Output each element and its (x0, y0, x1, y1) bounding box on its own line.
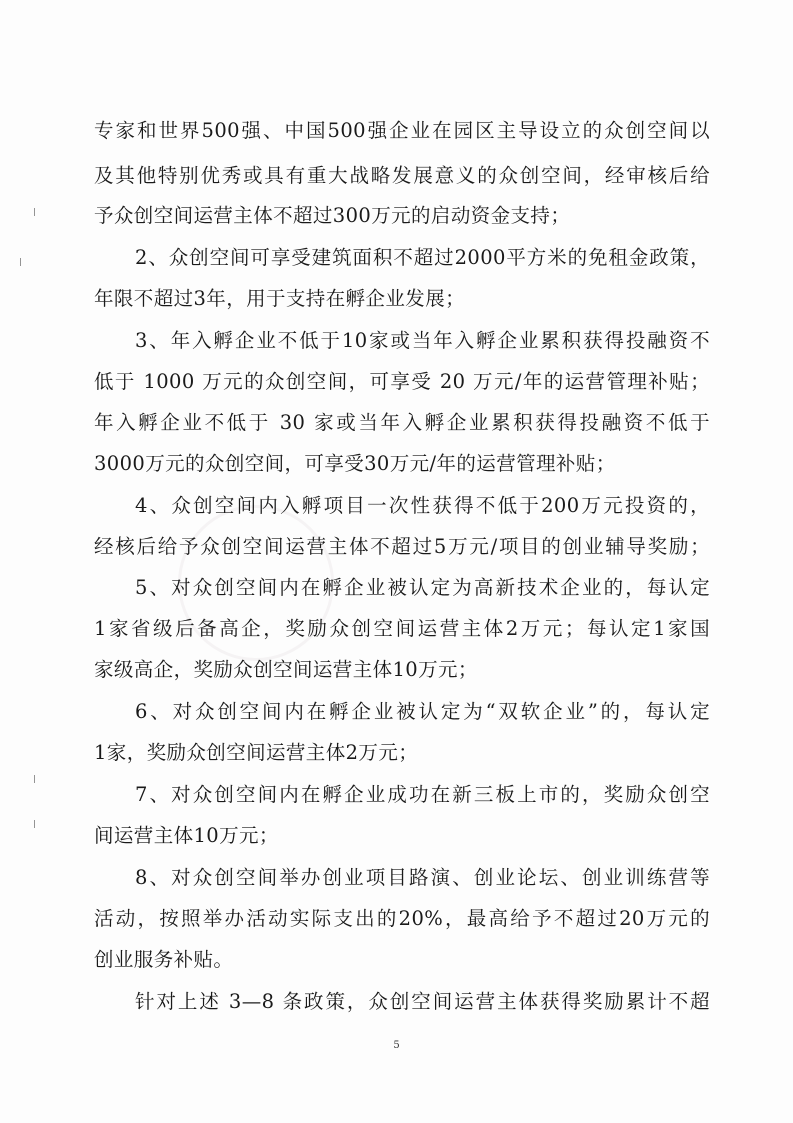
body-text-line: 经核后给予众创空间运营主体不超过5万元/项目的创业辅导奖励； (94, 535, 710, 558)
page-number: 5 (393, 1040, 400, 1051)
body-text-line: 7、对众创空间内在孵企业成功在新三板上市的，奖励众创空 (135, 783, 710, 806)
body-text-line: 及其他特别优秀或具有重大战略发展意义的众创空间，经审核后给 (94, 164, 710, 187)
body-text-line: 4、众创空间内入孵项目一次性获得不低于200万元投资的， (135, 494, 710, 517)
body-text-line: 创业服务补贴。 (94, 948, 234, 971)
margin-mark (34, 775, 38, 783)
body-text-line: 2、众创空间可享受建筑面积不超过2000平方米的免租金政策， (135, 246, 710, 269)
body-text-line: 专家和世界500强、中国500强企业在园区主导设立的众创空间以 (94, 119, 710, 142)
body-text-line: 活动，按照举办活动实际支出的20%，最高给予不超过20万元的 (94, 907, 710, 930)
margin-mark (34, 820, 38, 828)
body-text-line: 间运营主体10万元； (94, 824, 279, 847)
body-text-line: 5、对众创空间内在孵企业被认定为高新技术企业的，每认定 (135, 576, 710, 599)
body-text-line: 针对上述 3—8 条政策，众创空间运营主体获得奖励累计不超 (135, 990, 710, 1013)
body-text-line: 家级高企，奖励众创空间运营主体10万元； (94, 658, 478, 681)
body-text-line: 3000万元的众创空间，可享受30万元/年的运营管理补贴； (94, 452, 616, 475)
margin-mark (20, 258, 24, 266)
body-text-line: 1家省级后备高企，奖励众创空间运营主体2万元；每认定1家国 (94, 617, 710, 640)
body-text-line: 1家，奖励众创空间运营主体2万元； (94, 741, 419, 764)
body-text-line: 低于 1000 万元的众创空间，可享受 20 万元/年的运营管理补贴； (94, 370, 710, 393)
body-text-line: 3、年入孵企业不低于10家或当年入孵企业累积获得投融资不 (135, 329, 710, 352)
body-text-line: 6、对众创空间内在孵企业被认定为“双软企业”的，每认定 (135, 700, 710, 723)
body-text-line: 年入孵企业不低于 30 家或当年入孵企业累积获得投融资不低于 (94, 411, 710, 434)
margin-mark (34, 208, 38, 216)
body-text-line: 8、对众创空间举办创业项目路演、创业论坛、创业训练营等 (135, 866, 710, 889)
body-text-line: 予众创空间运营主体不超过300万元的启动资金支持； (94, 204, 571, 227)
body-text-line: 年限不超过3年，用于支持在孵企业发展； (94, 287, 466, 310)
